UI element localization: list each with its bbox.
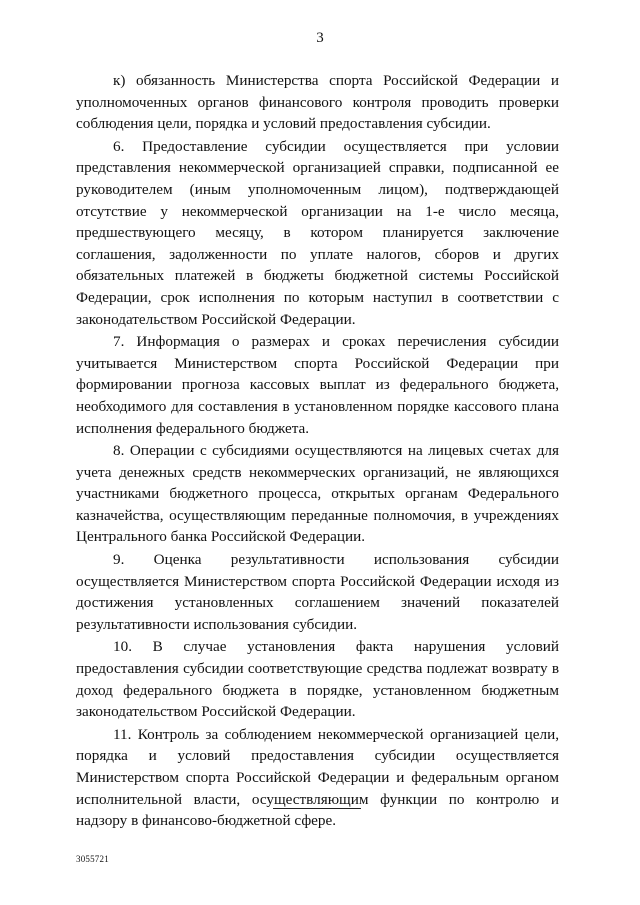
paragraph-10: 10. В случае установления факта нарушения условий предоставления субсидии соответствующие средства подлежат возврату в доход федерального бюджета в порядке, установленном бюджетным законодательством Российской Федерации. — [76, 638, 559, 721]
document-code: 3055721 — [76, 854, 109, 864]
paragraph-7: 7. Информация о размерах и сроках перечисления субсидии учитывается Министерством спорта Российской Федерации при формировании прогноза кассовых выплат из федерального бюджета, необходимого для составления в установленном порядке кассового плана исполнения федерального бюджета. — [76, 333, 559, 437]
page-number: 3 — [316, 30, 324, 46]
paragraph-8: 8. Операции с субсидиями осуществляются на лицевых счетах для учета денежных средств некоммерческих организаций, не являющихся участниками бюджетного процесса, открытых органам Федерального казначейства, осуществляющим переданные полномочия, в учреждениях Центрального банка Российской Федерации. — [76, 442, 559, 546]
end-divider — [273, 808, 361, 809]
paragraph-6: 6. Предоставление субсидии осуществляется при условии представления некоммерческой организацией справки, подписанной ее руководителем (иным уполномоченным лицом), подтверждающей отсутствие у некоммерческой организации на 1-е число месяца, предшествующего месяцу, в котором планируется заключение соглашения, задолженности по уплате налогов, сборов и других обязательных платежей в бюджеты бюджетной системы Российской Федерации, срок исполнения по которым наступил в соответствии с законодательством Российской Федерации. — [76, 137, 559, 328]
document-body — [76, 70, 559, 833]
paragraph-k: к) обязанность Министерства спорта Российской Федерации и уполномоченных органов финансового контроля проводить проверки соблюдения цели, порядка и условий предоставления субсидии. — [76, 72, 559, 133]
paragraph-11: 11. Контроль за соблюдением некоммерческой организацией цели, порядка и условий предоставления субсидии осуществляется Министерством спорта Российской Федерации и федеральным органом исполнительной власти, осуществляющим функции по контролю и надзору в финансово-бюджетной сфере. — [76, 725, 559, 830]
paragraph-9: 9. Оценка результативности использования субсидии осуществляется Министерством спорта Российской Федерации исходя из достижения установленных соглашением значений показателей результативности использования субсидии. — [76, 551, 559, 633]
